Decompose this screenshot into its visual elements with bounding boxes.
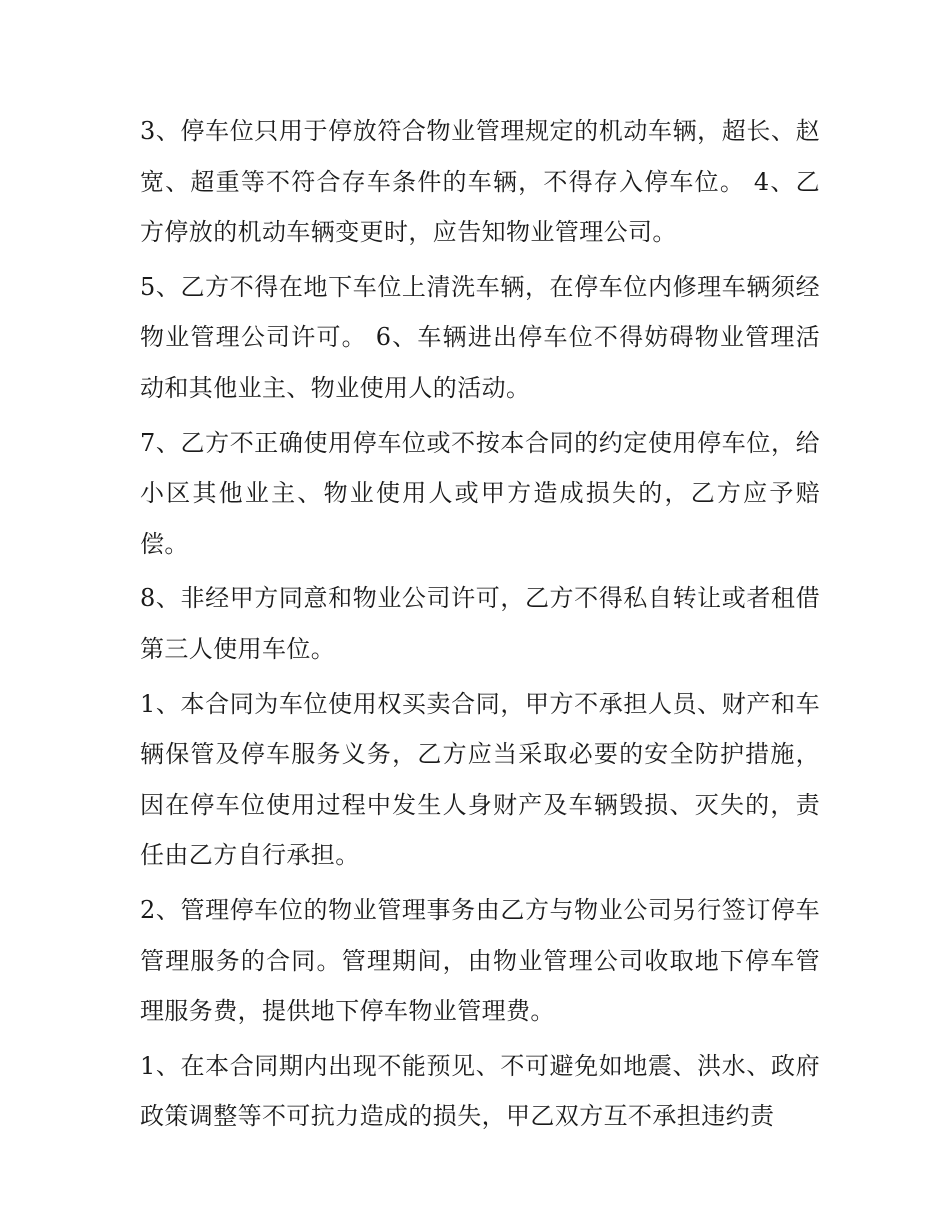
paragraph-damage-compensation: 7、乙方不正确使用停车位或不按本合同的约定使用停车位，给小区其他业主、物业使用人或甲方造成损失的，乙方应予赔偿。 [140,428,820,558]
document-body [140,106,820,1146]
paragraph-washing-repair-rules: 5、乙方不得在地下车位上清洗车辆，在停车位内修理车辆须经物业管理公司许可。 6、车辆进出停车位不得妨碍物业管理活动和其他业主、物业使用人的活动。 [140,272,820,402]
paragraph-contract-nature: 1、本合同为车位使用权买卖合同，甲方不承担人员、财产和车辆保管及停车服务义务，乙方应当采取必要的安全防护措施，因在停车位使用过程中发生人身财产及车辆毁损、灭失的，责任由乙方自行承担。 [140,689,820,870]
paragraph-transfer-restriction: 8、非经甲方同意和物业公司许可，乙方不得私自转让或者租借第三人使用车位。 [140,584,820,663]
paragraph-parking-use-rules: 3、停车位只用于停放符合物业管理规定的机动车辆，超长、赵宽、超重等不符合存车条件的车辆，不得存入停车位。 4、乙方停放的机动车辆变更时，应告知物业管理公司。 [140,117,820,247]
paragraph-property-management: 2、管理停车位的物业管理事务由乙方与物业公司另行签订停车管理服务的合同。管理期间，由物业管理公司收取地下停车管理服务费，提供地下停车物业管理费。 [140,895,820,1026]
paragraph-force-majeure: 1、在本合同期内出现不能预见、不可避免如地震、洪水、政府政策调整等不可抗力造成的损失，甲乙双方互不承担违约责 [140,1051,820,1131]
